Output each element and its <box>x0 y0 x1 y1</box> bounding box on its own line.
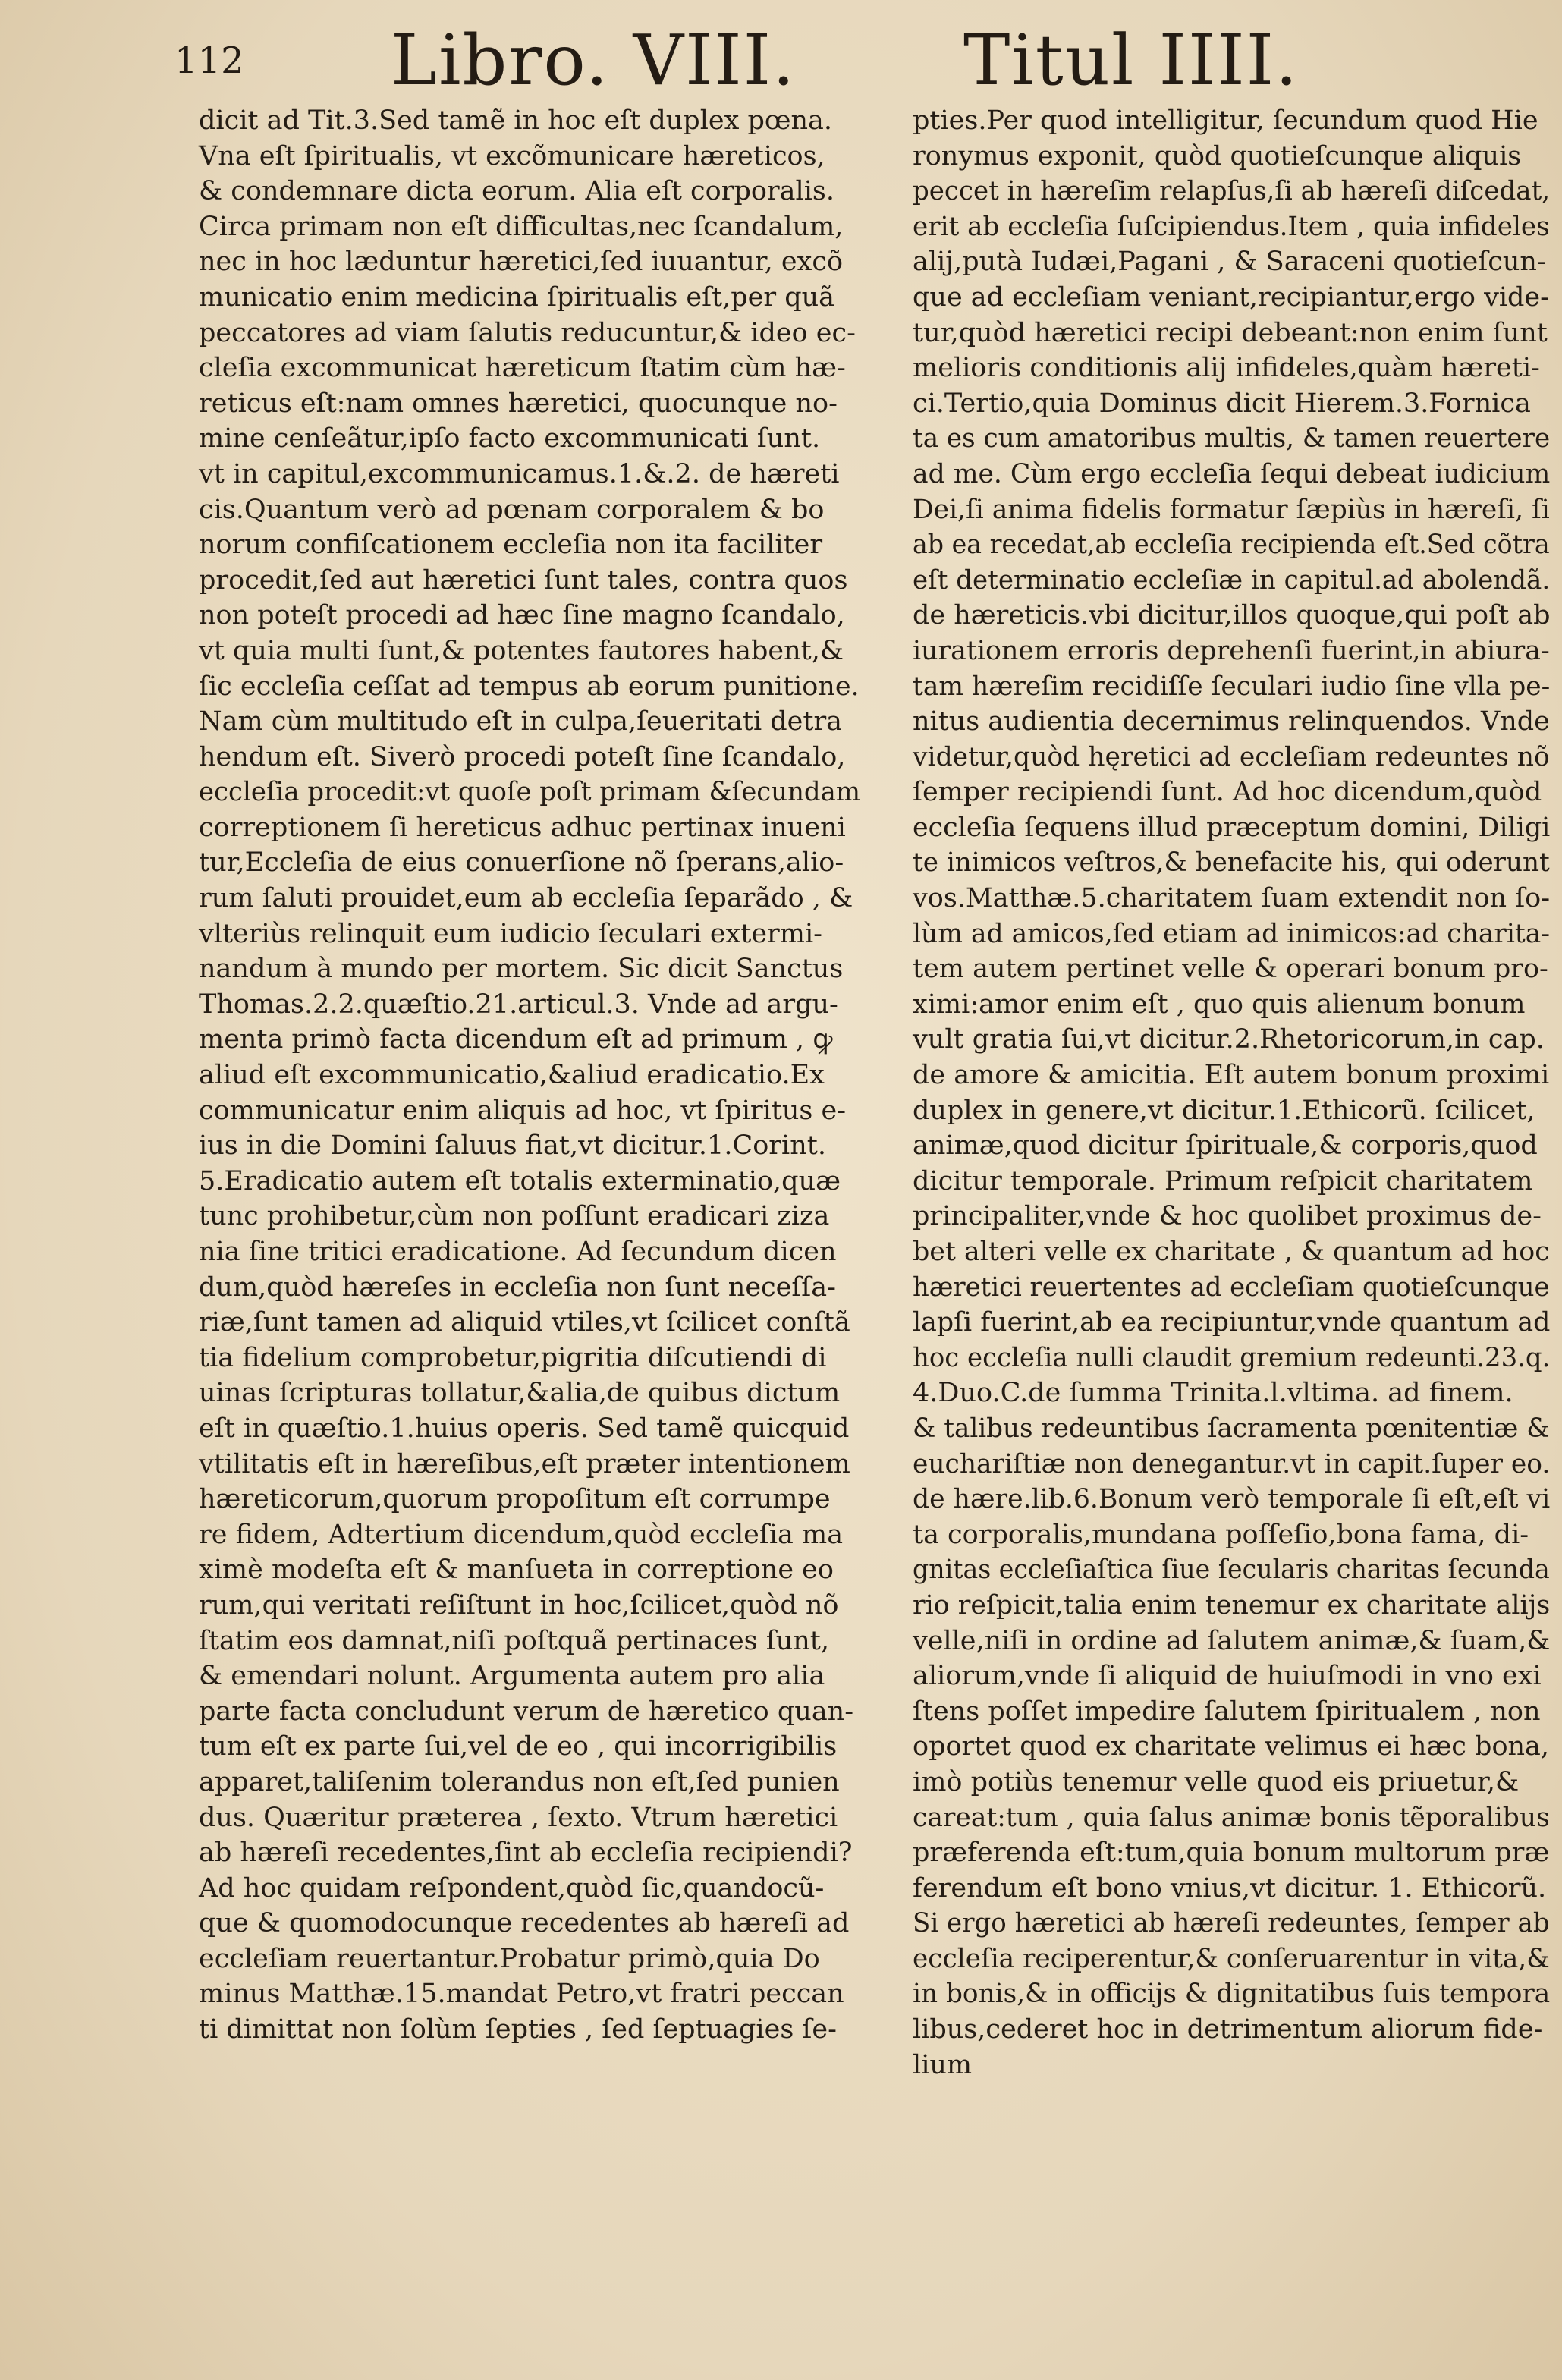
text-line: aliud eſt excommunicatio,&aliud eradicatio.Ex <box>199 1060 825 1091</box>
text-line: peccatores ad viam ſalutis reducuntur,& ideo ec- <box>199 317 856 348</box>
text-line: tur,Eccleſia de eius conuerſione nõ ſperans,alio- <box>199 847 844 879</box>
text-line: ius in die Domini ſaluus fiat,vt dicitur.1.Corint. <box>199 1130 826 1162</box>
text-line: ſic eccleſia ceſſat ad tempus ab eorum punitione. <box>199 671 860 702</box>
text-line: duplex in genere,vt dicitur.1.Ethicorũ. ſcilicet, <box>913 1095 1535 1126</box>
text-line: bet alteri velle ex charitate , & quantum ad hoc <box>913 1237 1550 1267</box>
running-title-left: Libro. VIII. <box>391 20 797 101</box>
text-line: nandum à mundo per mortem. Sic dicit Sanctus <box>199 954 844 985</box>
text-line: ta corporalis,mundana poſſeſio,bona fama, di- <box>913 1519 1529 1550</box>
text-line: procedit,ſed aut hæretici ſunt tales, contra quos <box>199 564 848 596</box>
text-line: tum eſt ex parte ſui,vel de eo , qui incorrigibilis <box>199 1731 838 1762</box>
text-line: ximi:amor enim eſt , quo quis alienum bonum <box>913 989 1526 1020</box>
text-line: pties.Per quod intelligitur, ſecundum quod Hie <box>913 105 1538 136</box>
text-line: eccleſiam reuertantur.Probatur primò,quia Do <box>199 1943 820 1974</box>
text-line: parte facta concludunt verum de hæretico quan- <box>199 1696 854 1727</box>
text-line: rio reſpicit,talia enim tenemur ex charitate alijs <box>913 1589 1551 1621</box>
text-line: riæ,ſunt tamen ad aliquid vtiles,vt ſcilicet conſtã <box>199 1307 850 1338</box>
text-line: & condemnare dicta eorum. Alia eſt corporalis. <box>199 176 835 207</box>
text-line: ronymus exponit, quòd quotieſcunque aliquis <box>913 140 1522 171</box>
text-line: ti dimittat non ſolùm ſepties , ſed ſeptuagies ſe- <box>199 2014 837 2045</box>
text-line: communicatur enim aliquis ad hoc, vt ſpiritus e- <box>199 1095 847 1126</box>
text-line: hæreticorum,quorum propoſitum eſt corrumpe <box>199 1484 831 1515</box>
text-line: velle,niſi in ordine ad ſalutem animæ,& ſuam,& <box>913 1625 1551 1656</box>
text-line: euchariſtiæ non denegantur.vt in capit.ſuper eo. <box>913 1448 1551 1479</box>
text-line: Vna eſt ſpiritualis, vt excõmunicare hæreticos, <box>199 140 825 171</box>
text-line: cleſia excommunicat hæreticum ſtatim cùm hæ- <box>199 353 846 384</box>
text-line: alij,putà Iudæi,Pagani , & Saraceni quotieſcun- <box>913 247 1546 278</box>
text-line: eſt in quæſtio.1.huius operis. Sed tamẽ quicquid <box>199 1413 850 1444</box>
text-line: ſtatim eos damnat,niſi poſtquã pertinaces ſunt, <box>199 1625 829 1656</box>
text-line: præferenda eſt:tum,quia bonum multorum præ <box>913 1838 1550 1869</box>
text-line: de hæreticis.vbi dicitur,illos quoque,qui poſt ab <box>913 600 1551 631</box>
text-line: vos.Matthæ.5.charitatem ſuam extendit non ſo- <box>913 883 1551 914</box>
text-line: ab ea recedat,ab eccleſia recipienda eſt.Sed cõtra <box>913 530 1550 561</box>
page-header <box>0 17 1562 101</box>
running-title-right: Titul IIII. <box>963 20 1300 101</box>
text-line: 4.Duo.C.de ſumma Trinita.l.vltima. ad finem. <box>913 1378 1513 1409</box>
text-line: vtilitatis eſt in hæreſibus,eſt præter intentionem <box>199 1448 850 1479</box>
left-text-column <box>199 103 860 2048</box>
right-text-column <box>913 103 1550 2083</box>
text-line: tur,quòd hæretici recipi debeant:non enim ſunt <box>913 317 1548 348</box>
text-line: peccet in hæreſim relapſus,ſi ab hæreſi diſcedat, <box>913 176 1551 207</box>
text-line: norum confiſcationem eccleſia non ita faciliter <box>199 530 823 561</box>
text-line: de amore & amicitia. Eſt autem bonum proximi <box>913 1060 1550 1091</box>
text-line: iurationem erroris deprehenſi fuerint,in abiura- <box>913 635 1550 666</box>
text-line: dicit ad Tit.3.Sed tamẽ in hoc eſt duplex pœna. <box>199 105 833 136</box>
text-line: non poteſt procedi ad hæc ſine magno ſcandalo, <box>199 600 845 631</box>
text-line: principaliter,vnde & hoc quolibet proximus de- <box>913 1201 1542 1232</box>
text-line: de hære.lib.6.Bonum verò temporale ſi eſt,eſt vi <box>913 1484 1551 1515</box>
text-line: nec in hoc læduntur hæretici,ſed iuuantur, excõ <box>199 247 844 278</box>
text-line: Circa primam non eſt difficultas,nec ſcandalum, <box>199 211 844 242</box>
text-line: reticus eſt:nam omnes hæretici, quocunque no- <box>199 388 838 419</box>
text-line: lùm ad amicos,ſed etiam ad inimicos:ad charita- <box>913 918 1551 949</box>
text-line: lapſi fuerint,ab ea recipiuntur,vnde quantum ad <box>913 1307 1551 1338</box>
text-line: erit ab eccleſia ſuſcipiendus.Item , quia infideles <box>913 211 1550 242</box>
text-line: hendum eſt. Siverò procedi poteſt ſine ſcandalo, <box>199 741 846 772</box>
text-line: ta es cum amatoribus multis, & tamen reuertere <box>913 423 1551 454</box>
text-line: Thomas.2.2.quæſtio.21.articul.3. Vnde ad argu- <box>199 989 838 1020</box>
text-line: vult gratia ſui,vt dicitur.2.Rhetoricorum,in cap. <box>913 1024 1545 1055</box>
text-line: eccleſia ſequens illud præceptum domini, Diligi <box>913 812 1551 843</box>
text-line: eſt determinatio eccleſiæ in capitul.ad abolendã. <box>913 564 1551 596</box>
folio-number: 112 <box>174 39 244 82</box>
text-line: oportet quod ex charitate velimus ei hæc bona, <box>913 1731 1550 1762</box>
text-line: ſtens poſſet impedire ſalutem ſpiritualem , non <box>913 1696 1541 1727</box>
text-line: menta primò facta dicendum eſt ad primum , ꝙ <box>199 1024 833 1055</box>
text-line: vt in capitul,excommunicamus.1.&.2. de hæreti <box>199 458 840 489</box>
text-line: Nam cùm multitudo eſt in culpa,ſeueritati detra <box>199 706 843 737</box>
text-line: rum ſaluti prouidet,eum ab eccleſia ſeparãdo , & <box>199 883 853 914</box>
text-line: que ad eccleſiam veniant,recipiantur,ergo vide- <box>913 281 1549 313</box>
text-line: vt quia multi ſunt,& potentes fautores habent,& <box>199 635 844 666</box>
text-line: Ad hoc quidam reſpondent,quòd ſic,quandocũ- <box>199 1872 825 1904</box>
text-line: mine cenſeãtur,ipſo facto excommunicati ſunt. <box>199 423 821 454</box>
text-line: ci.Tertio,quia Dominus dicit Hierem.3.Fornica <box>913 388 1531 419</box>
text-line: imò potiùs tenemur velle quod eis priuetur,& <box>913 1766 1520 1797</box>
text-line: dicitur temporale. Primum reſpicit charitatem <box>913 1165 1533 1196</box>
text-line: aliorum,vnde ſi aliquid de huiuſmodi in vno exi <box>913 1661 1542 1692</box>
text-line: in bonis,& in officijs & dignitatibus ſuis tempora <box>913 1979 1551 2010</box>
text-line: re fidem, Adtertium dicendum,quòd eccleſia ma <box>199 1519 844 1550</box>
text-line: 5.Eradicatio autem eſt totalis exterminatio,quæ <box>199 1165 841 1196</box>
text-line: lium <box>913 2049 973 2080</box>
text-line: apparet,taliſenim tolerandus non eſt,ſed punien <box>199 1766 840 1797</box>
text-line: animæ,quod dicitur ſpirituale,& corporis,quod <box>913 1130 1538 1162</box>
text-line: ad me. Cùm ergo eccleſia ſequi debeat iudicium <box>913 458 1551 489</box>
text-line: hoc eccleſia nulli claudit gremium redeunti.23.q. <box>913 1342 1551 1373</box>
text-line: gnitas eccleſiaſtica ſiue ſecularis charitas ſecunda <box>913 1555 1550 1586</box>
text-line: tunc prohibetur,cùm non poſſunt eradicari ziza <box>199 1201 830 1232</box>
text-line: hæretici reuertentes ad eccleſiam quotieſcunque <box>913 1272 1550 1303</box>
text-line: ximè modeſta eſt & manſueta in correptione eo <box>199 1555 834 1586</box>
text-line: tem autem pertinet velle & operari bonum pro- <box>913 954 1548 985</box>
text-line: ſemper recipiendi ſunt. Ad hoc dicendum,quòd <box>913 777 1542 808</box>
text-line: & emendari nolunt. Argumenta autem pro alia <box>199 1661 825 1692</box>
text-line: tia fidelium comprobetur,pigritia diſcutiendi di <box>199 1342 827 1373</box>
text-line: rum,qui veritati reſiſtunt in hoc,ſcilicet,quòd nõ <box>199 1589 839 1621</box>
text-line: Si ergo hæretici ab hæreſi redeuntes, ſemper ab <box>913 1908 1550 1939</box>
text-line: eccleſia reciperentur,& conſeruarentur in vita,& <box>913 1943 1550 1974</box>
text-line: eccleſia procedit:vt quoſe poſt primam &ſecundam <box>199 777 861 808</box>
text-line: dum,quòd hæreſes in eccleſia non ſunt neceſſa- <box>199 1272 836 1303</box>
text-line: te inimicos veſtros,& benefacite his, qui oderunt <box>913 847 1550 879</box>
text-line: ab hæreſi recedentes,ſint ab eccleſia recipiendi? <box>199 1838 853 1869</box>
text-line: dus. Quæritur præterea , ſexto. Vtrum hæretici <box>199 1802 838 1833</box>
text-line: cis.Quantum verò ad pœnam corporalem & bo <box>199 494 825 525</box>
text-line: tam hæreſim recidiſſe ſeculari iudio ſine vlla pe- <box>913 671 1551 702</box>
text-line: melioris conditionis alij infideles,quàm hæreti- <box>913 353 1540 384</box>
text-line: minus Matthæ.15.mandat Petro,vt fratri peccan <box>199 1979 844 2010</box>
text-line: nitus audientia decernimus relinquendos. Vnde <box>913 706 1550 737</box>
text-line: nia ſine tritici eradicatione. Ad ſecundum dicen <box>199 1237 837 1267</box>
text-line: ferendum eſt bono vnius,vt dicitur. 1. Ethicorũ. <box>913 1872 1547 1904</box>
text-line: vlteriùs relinquit eum iudicio ſeculari extermi- <box>199 918 822 949</box>
text-line: correptionem ſi hereticus adhuc pertinax inueni <box>199 812 846 843</box>
text-line: careat:tum , quia ſalus animæ bonis tẽporalibus <box>913 1802 1550 1833</box>
text-line: uinas ſcripturas tollatur,&alia,de quibus dictum <box>199 1378 841 1409</box>
text-line: Dei,ſi anima fidelis formatur ſæpiùs in hæreſi, ſi <box>913 494 1550 525</box>
text-line: municatio enim medicina ſpiritualis eſt,per quã <box>199 281 835 313</box>
text-line: libus,cederet hoc in detrimentum aliorum fide- <box>913 2014 1543 2045</box>
text-line: que & quomodocunque recedentes ab hæreſi ad <box>199 1908 850 1939</box>
text-line: videtur,quòd hęretici ad eccleſiam redeuntes nõ <box>913 741 1550 772</box>
text-line: & talibus redeuntibus ſacramenta pœnitentiæ & <box>913 1413 1550 1444</box>
